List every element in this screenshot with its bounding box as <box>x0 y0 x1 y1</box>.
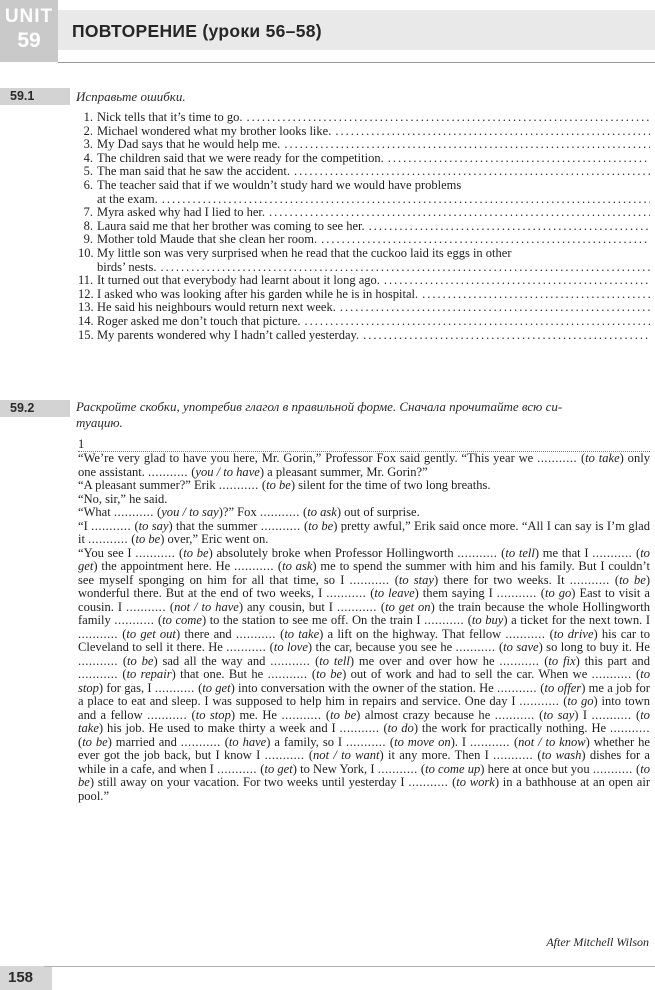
instruction-line-1: Раскройте скобки, употребив глагол в правильной форме. Сначала прочитайте всю си- <box>76 399 563 414</box>
answer-gap: ........... <box>135 545 176 560</box>
item-number: 12. <box>78 287 94 301</box>
item-number: 13. <box>78 301 94 315</box>
answer-gap: ........... <box>217 761 258 776</box>
answer-gap: ........... <box>591 707 632 722</box>
footer-divider <box>44 966 655 967</box>
answer-gap: ........... <box>180 734 221 749</box>
item-number: 7. <box>83 206 93 220</box>
exercise-number-59-2: 59.2 <box>0 400 70 417</box>
page-number: 158 <box>0 966 52 990</box>
exercise-item <box>78 315 650 329</box>
item-text: The teacher said that if we wouldn’t study hard we would have problems <box>97 178 462 192</box>
answer-gap: ........... <box>408 775 449 789</box>
answer-gap: ........... <box>591 667 632 681</box>
answer-gap: ........... <box>281 707 322 722</box>
item-number: 6. <box>83 178 93 192</box>
item-number: 9. <box>83 233 93 247</box>
answer-gap: ........... <box>345 734 386 749</box>
exercise-item <box>78 220 650 234</box>
exercise-item <box>78 111 650 125</box>
item-number: 14. <box>78 314 94 328</box>
answer-gap: ........... <box>497 680 538 695</box>
answer-dots <box>335 125 650 139</box>
item-text: I asked who was looking after his garden while he is in hospital. <box>97 287 419 301</box>
answer-gap: ........... <box>537 451 578 465</box>
item-text: Roger asked me don’t touch that picture. <box>97 314 301 328</box>
answer-gap: ........... <box>592 545 633 560</box>
item-text: My parents wondered why I hadn’t called yesterday. <box>97 328 360 342</box>
answer-gap: ........... <box>218 478 259 492</box>
answer-gap: ........... <box>125 599 166 614</box>
answer-gap: ........... <box>336 599 377 614</box>
answer-gap: ........... <box>592 761 633 776</box>
answer-gap: ........... <box>455 640 496 654</box>
exercise-item <box>78 179 650 206</box>
item-text: Mother told Maude that she clean her room. <box>97 233 318 247</box>
answer-dots <box>294 165 650 179</box>
answer-dots <box>369 220 650 234</box>
answer-gap: ........... <box>493 748 534 762</box>
answer-gap: ........... <box>270 653 311 668</box>
item-number: 4. <box>83 151 93 165</box>
answer-dots <box>284 138 650 152</box>
item-number: 8. <box>83 219 93 233</box>
exercise-instruction-59-2 <box>76 399 646 431</box>
exercise-item <box>78 165 650 179</box>
answer-dots <box>321 233 650 247</box>
answer-gap: ........... <box>259 505 300 519</box>
answer-dots <box>161 261 651 275</box>
item-number: 10. <box>78 246 94 260</box>
answer-dots <box>246 111 650 125</box>
answer-gap: ........... <box>91 518 132 533</box>
exercise-59-1-list <box>78 111 650 342</box>
answer-dots <box>162 193 650 207</box>
answer-gap: ........... <box>326 586 367 600</box>
answer-gap: ........... <box>519 694 560 708</box>
exercise-item <box>78 138 650 152</box>
answer-gap: ........... <box>569 572 610 587</box>
answer-gap: ........... <box>235 626 276 641</box>
item-text-continued: birds’ nests. <box>97 260 157 274</box>
answer-gap: ........... <box>234 559 275 573</box>
answer-dots <box>388 152 650 166</box>
answer-gap: ........... <box>113 505 154 519</box>
answer-gap: ........... <box>505 626 546 641</box>
item-text: Laura said me that her brother was coming to see her. <box>97 219 365 233</box>
answer-gap: ........... <box>148 464 189 479</box>
item-number: 2. <box>83 124 93 138</box>
answer-gap: ........... <box>496 586 537 600</box>
exercise-item <box>78 288 650 302</box>
answer-gap: ........... <box>457 545 498 560</box>
exercise-item <box>78 152 650 166</box>
item-text: It turned out that everybody had learnt about it long ago. <box>97 274 380 288</box>
exercise-number-59-1: 59.1 <box>0 88 70 105</box>
story-credit: After Mitchell Wilson <box>546 935 649 949</box>
item-text: He said his neighbours would return next week. <box>97 301 336 315</box>
unit-badge <box>0 0 58 62</box>
unit-number: 59 <box>17 29 41 52</box>
answer-dots <box>422 288 650 302</box>
answer-gap: ........... <box>147 707 188 722</box>
item-number: 3. <box>83 138 93 152</box>
item-text: Michael wondered what my brother looks like. <box>97 124 332 138</box>
answer-gap: ........... <box>226 640 267 654</box>
answer-gap: ........... <box>88 532 129 546</box>
header-divider <box>58 62 655 63</box>
item-text: The children said that we were ready for the competition. <box>97 151 384 165</box>
exercise-item <box>78 329 650 343</box>
item-number: 1. <box>83 111 93 124</box>
item-text: My Dad says that he would help me. <box>97 138 281 152</box>
item-number: 5. <box>83 165 93 179</box>
item-text: My little son was very surprised when he read that the cuckoo laid its eggs in other <box>97 246 512 260</box>
answer-dots <box>305 315 650 329</box>
exercise-item <box>78 301 650 315</box>
item-text-continued: at the exam. <box>97 192 158 206</box>
answer-gap: ........... <box>494 707 535 722</box>
answer-gap: ........... <box>260 518 301 533</box>
story-text: “We’re very glad to have you here, Mr. Gorin,” Professor Fox said gently. “This year we ........... (to take) only one assistant. ........... (you / to have) a pleasant summer, Mr. Gorin?” “A pleasant summer?” Erik ........... (to be) silent for the time of two long breaths. “No, sir,” he said. “What ........... (you / to say)?” Fox ........... (to ask) out of surprise. “I ........... (to say) that the summer ........... (to be) pretty awful,” Erik said once more. “All I can say is I’m glad it ........... (to be) over,” Eric went on. “You see I ........... (to be) absolutely broke when Professor Hollingworth ........... (to tell) me that I ........... (to get) the appointment here. He ........... (to ask) me to spend the summer with him and his family. But I couldn’t see myself sponging on him for all that time, so I ........... (to stay) there for two weeks. It ........... (to be) wonderful there. But at the end of two weeks, I ........... (to leave) them saying I ........... (to go) East to visit a cousin. I ........... (not / to have) any cousin, but I ........... (to get on) the train because the whole Hollingworth family ........... (to come) to the station to see me off. On the train I ........... (to buy) a ticket for the next town. I ........... (to get out) there and ........... (to take) a lift on the highway. That fellow ........... (to drive) his car to Cleveland to sell it there. He ........... (to love) the car, because you see he ........... (to save) so long to buy it. He ........... (to be) sad all the way and ........... (to tell) me over and over how he ........... (to fix) this part and ........... (to repair) that one. But he ........... (to be) out of work and had to sell the car. When we ........... (to stop) for gas, I ........... (to get) into conversation with the owner of the station. He ........... (to offer) me a job for a place to eat and sleep. I was supposed to help him in repairs and service. One day I ........... (to go) into town and a fellow ........... (to stop) me. He ........... (to be) almost crazy because he ........... (to say) I ........... (to take) his job. He used to make thirty a week and I ........... (to do) the work for practically nothing. He ........... (to be) married and ........... (to have) a family, so I ........... (to move on). I ........... (not / to know) whether he ever got the job back, but I know I ........... (not / to want) it any more. Then I ........... (to wash) dishes for a while in a cafe, and when I ........... (to get) to New York, I ........... (to come up) here at once but you ........... (to be) still away on your vacation. For two weeks until yesterday I ........... (to work) in a bathhouse at an open air pool.” <box>78 451 651 803</box>
exercise-instruction-59-1: Исправьте ошибки. <box>76 89 186 104</box>
answer-gap: ........... <box>264 748 305 762</box>
answer-dots <box>340 301 650 315</box>
item-number: 11. <box>78 274 94 288</box>
item-text: The man said that he saw the accident. <box>97 165 290 179</box>
answer-dots <box>384 274 650 288</box>
item-text: Myra asked why had I lied to her. <box>97 206 266 220</box>
exercise-item <box>78 247 650 274</box>
exercise-item <box>78 274 650 288</box>
answer-dots <box>269 206 650 220</box>
answer-gap: ........... <box>78 626 119 641</box>
answer-gap: ........... <box>154 680 195 695</box>
exercise-item <box>78 206 650 220</box>
unit-label: UNIT <box>4 6 54 27</box>
answer-gap: ........... <box>609 721 650 735</box>
answer-gap: ........... <box>424 613 465 627</box>
answer-gap: ........... <box>267 667 308 681</box>
answer-gap: ........... <box>349 572 390 587</box>
item-text: Nick tells that it’s time to go. <box>97 111 243 124</box>
instruction-line-2: туацию. <box>76 415 123 430</box>
answer-gap: ........... <box>78 653 119 668</box>
answer-gap: ........... <box>78 667 119 681</box>
answer-gap: ........... <box>339 721 380 735</box>
answer-dots <box>363 329 650 343</box>
item-number: 15. <box>78 328 94 342</box>
answer-gap: ........... <box>114 613 155 627</box>
answer-gap: ........... <box>499 653 540 668</box>
answer-gap: ........... <box>377 761 418 776</box>
exercise-item <box>78 125 650 139</box>
story-number: 1 <box>78 437 85 451</box>
exercise-item <box>78 233 650 247</box>
answer-gap: ........... <box>470 734 511 749</box>
page-title: ПОВТОРЕНИЕ (уроки 56–58) <box>72 21 322 41</box>
